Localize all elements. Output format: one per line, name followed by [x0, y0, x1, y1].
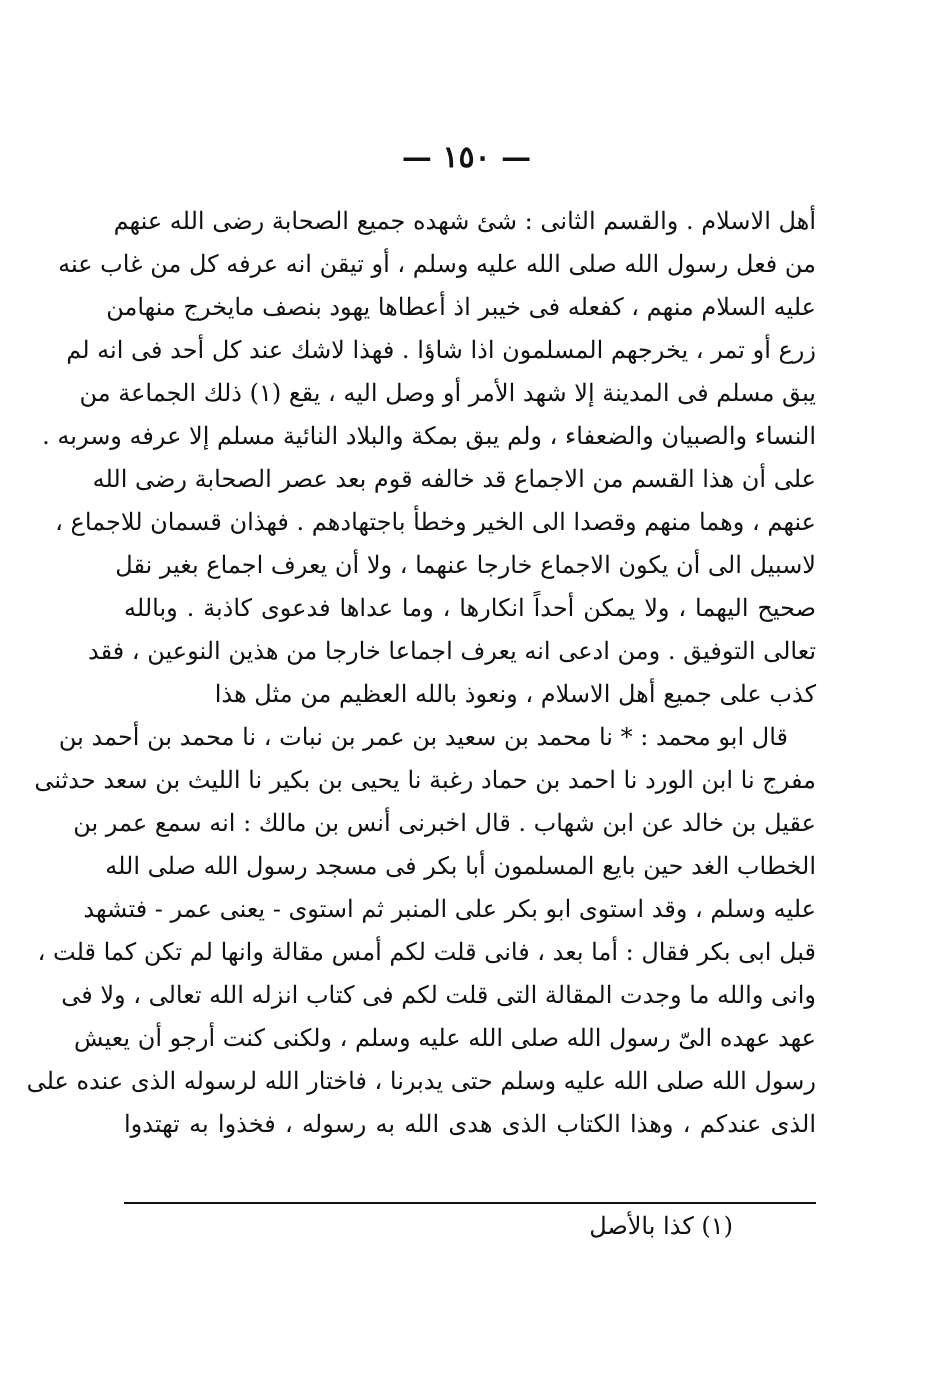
text-line: عقيل بن خالد عن ابن شهاب . قال اخبرنى أنس بن مالك : انه سمع عمر بن [73, 809, 816, 837]
footnote: (١) كذا بالأصل [589, 1212, 733, 1240]
page-number: — ١٥٠ — [401, 140, 532, 175]
text-line: وانى والله ما وجدت المقالة التى قلت لكم فى كتاب انزله الله تعالى ، ولا فى [61, 981, 816, 1009]
body-text [26, 200, 816, 1146]
text-line: مفرج نا ابن الورد نا احمد بن حماد رغبة نا يحيى بن بكير نا الليث بن سعد حدثنى [34, 766, 816, 794]
text-line: صحيح اليهما ، ولا يمكن أحداً انكارها ، وما عداها فدعوى كاذبة . وبالله [124, 594, 816, 622]
text-line: تعالى التوفيق . ومن ادعى انه يعرف اجماعا خارجا من هذين النوعين ، فقد [88, 637, 816, 665]
text-line: عنهم ، وهما منهم وقصدا الى الخير وخطأ باجتهادهم . فهذان قسمان للاجماع ، [55, 508, 816, 536]
text-line: النساء والصبيان والضعفاء ، ولم يبق بمكة والبلاد النائية مسلم إلا عرفه وسربه . [42, 422, 816, 450]
text-line: لاسبيل الى أن يكون الاجماع خارجا عنهما ، ولا أن يعرف اجماع بغير نقل [115, 551, 816, 579]
text-line: يبق مسلم فى المدينة إلا شهد الأمر أو وصل اليه ، يقع (١) ذلك الجماعة من [79, 379, 816, 407]
text-line: رسول الله صلى الله عليه وسلم حتى يدبرنا ، فاختار الله لرسوله الذى عنده على [26, 1067, 816, 1095]
text-line: أهل الاسلام . والقسم الثانى : شئ شهده جميع الصحابة رضى الله عنهم [113, 207, 816, 235]
text-line: من فعل رسول الله صلى الله عليه وسلم ، أو تيقن انه عرفه كل من غاب عنه [58, 250, 816, 278]
text-line: الذى عندكم ، وهذا الكتاب الذى هدى الله به رسوله ، فخذوا به تهتدوا [124, 1110, 816, 1138]
text-line: عليه السلام منهم ، كفعله فى خيبر اذ أعطاها يهود بنصف مايخرج منهامن [106, 293, 816, 321]
text-line: قال ابو محمد : * نا محمد بن سعيد بن عمر بن نبات ، نا محمد بن أحمد بن [58, 723, 788, 751]
text-line: على أن هذا القسم من الاجماع قد خالفه قوم بعد عصر الصحابة رضى الله [92, 465, 816, 493]
text-line: عليه وسلم ، وقد استوى ابو بكر على المنبر ثم استوى - يعنى عمر - فتشهد [83, 895, 816, 923]
footnote-divider [124, 1202, 816, 1204]
text-line: كذب على جميع أهل الاسلام ، ونعوذ بالله العظيم من مثل هذا [214, 680, 816, 708]
text-line: عهد عهده الىّ رسول الله صلى الله عليه وسلم ، ولكنى كنت أرجو أن يعيش [73, 1024, 816, 1052]
text-line: قبل ابى بكر فقال : أما بعد ، فانى قلت لكم أمس مقالة وانها لم تكن كما قلت ، [37, 938, 816, 966]
text-line: زرع أو تمر ، يخرجهم المسلمون اذا شاؤا . فهذا لاشك عند كل أحد فى انه لم [66, 336, 816, 364]
text-line: الخطاب الغد حين بايع المسلمون أبا بكر فى مسجد رسول الله صلى الله [105, 852, 816, 880]
